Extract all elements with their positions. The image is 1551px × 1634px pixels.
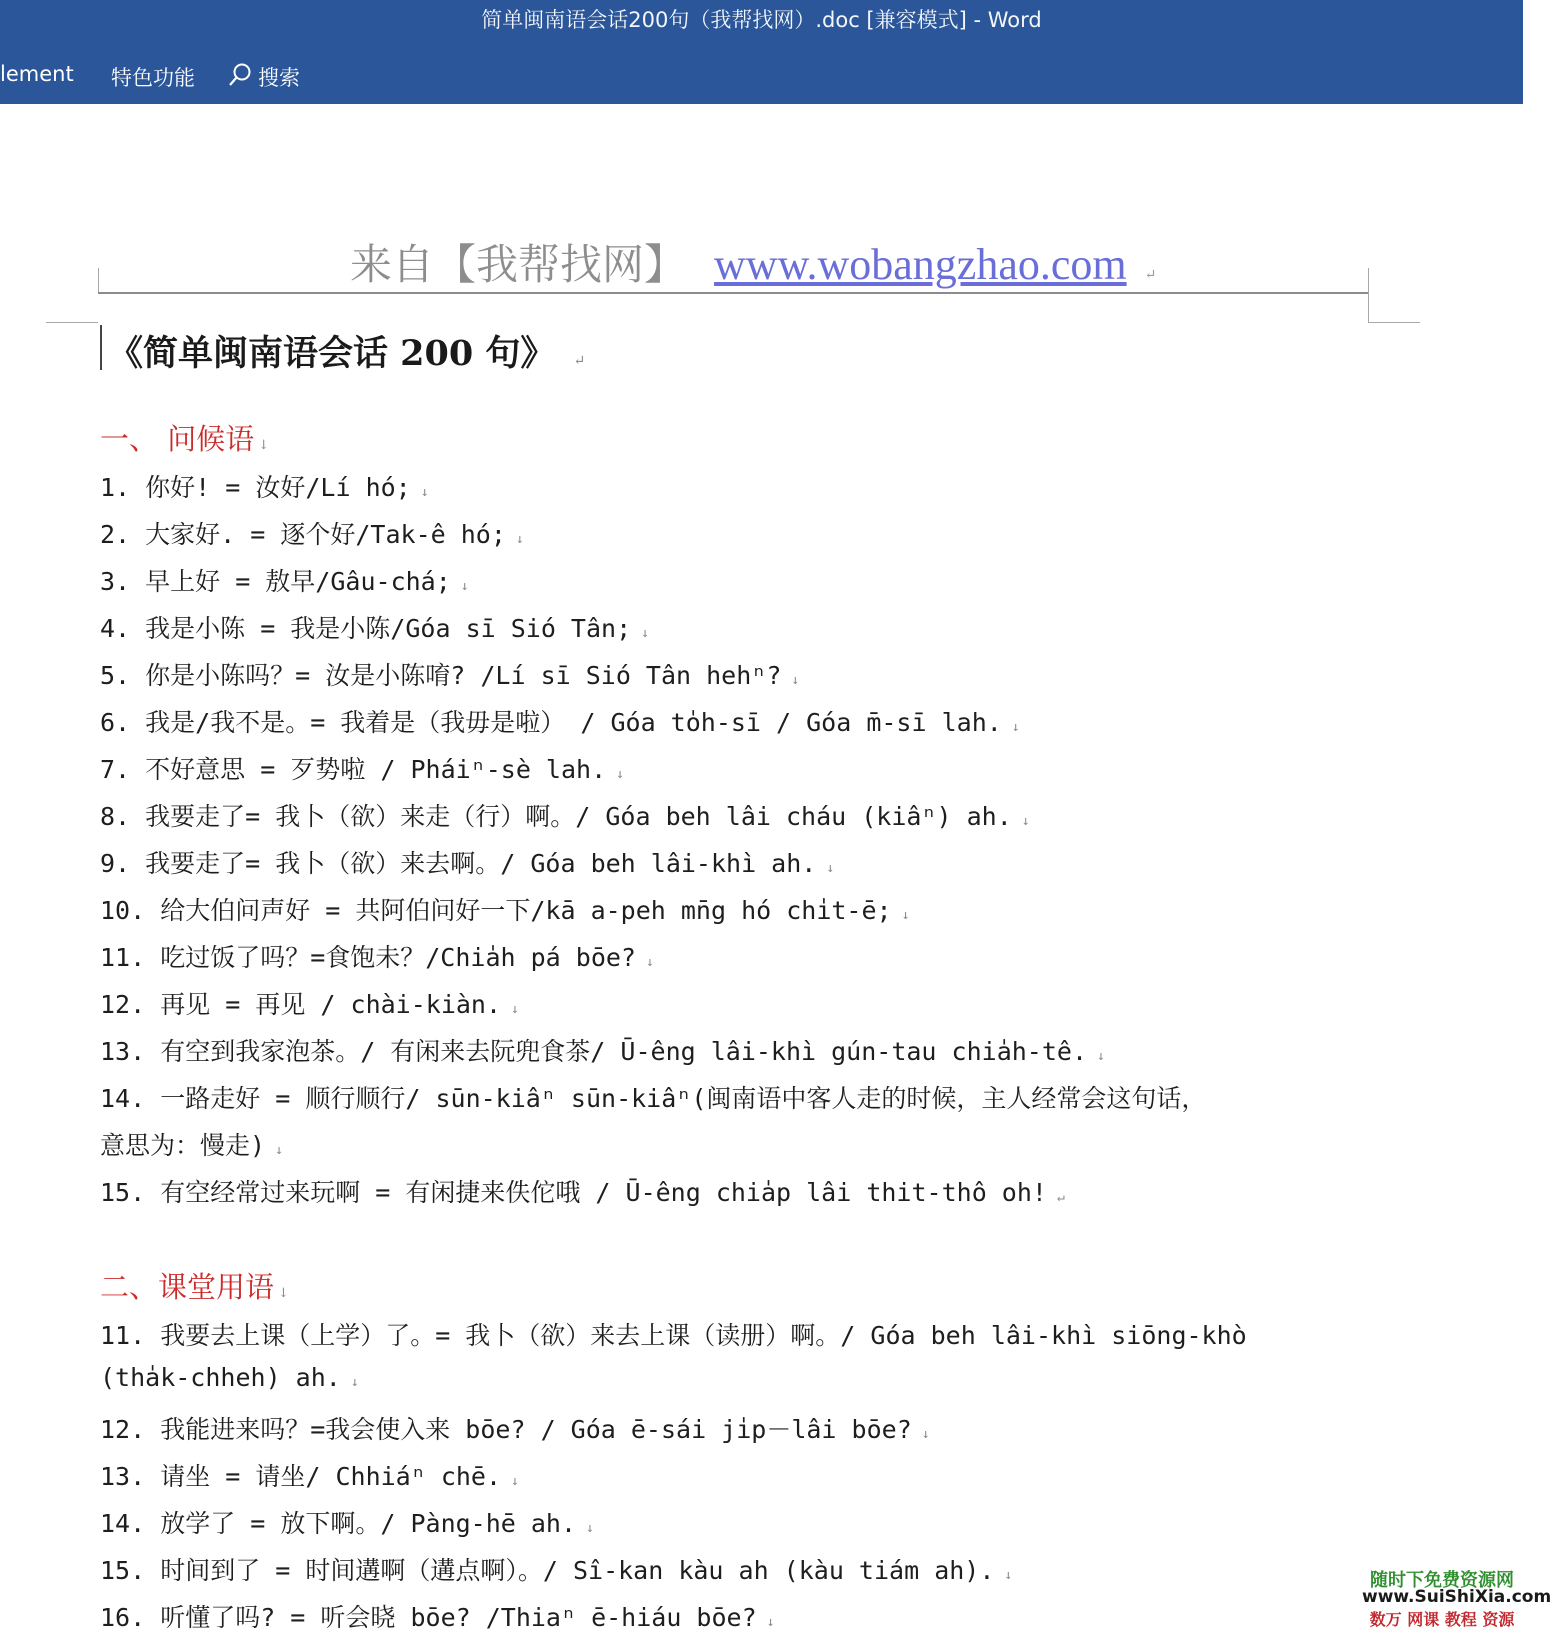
list-item: 1. 你好! = 汝好/Lí hó; ↓	[100, 473, 429, 502]
list-item: 6. 我是/我不是。= 我着是（我毋是啦） / Góa to̍h-sī / Góa m̄-sī lah. ↓	[100, 708, 1020, 737]
list-item: 5. 你是小陈吗？= 汝是小陈唷? /Lí sī Sió Tân hehⁿ? ↓	[100, 661, 800, 690]
list-item: 16. 听懂了吗? = 听会晓 bōe? /Thiaⁿ ē-hiáu bōe? ↓	[100, 1603, 775, 1632]
header-link[interactable]: www.wobangzhao.com	[714, 240, 1127, 289]
list-item: 13. 请坐 = 请坐/ Chhiáⁿ chē. ↓	[100, 1462, 519, 1491]
margin-mark	[98, 268, 99, 292]
list-item: 意思为：慢走) ↓	[100, 1131, 283, 1160]
list-item: 12. 我能进来吗？=我会使入来 bōe? / Góa ē-sái ji̍p－lâi bōe? ↓	[100, 1415, 930, 1444]
list-item: 14. 一路走好 = 顺行顺行/ sūn-kiâⁿ sūn-kiâⁿ(闽南语中客人走的时候，主人经常会这句话，	[100, 1084, 1207, 1113]
list-item: 11. 吃过饭了吗？=食饱未？/Chia̍h pá bōe? ↓	[100, 943, 654, 972]
list-item: 7. 不好意思 = 歹势啦 / Pháiⁿ-sè lah. ↓	[100, 755, 624, 784]
list-item: 9. 我要走了= 我卜（欲）来去啊。/ Góa beh lâi-khì ah. ↓	[100, 849, 835, 878]
watermark-line-2: www.SuiShiXia.com	[1362, 1587, 1551, 1607]
list-item: 12. 再见 = 再见 / chài-kiàn. ↓	[100, 990, 519, 1019]
window-title: 简单闽南语会话200句（我帮找网）.doc [兼容模式] - Word	[481, 8, 1042, 32]
list-item: 3. 早上好 = 敖早/Gâu-chá; ↓	[100, 567, 469, 596]
site-watermark	[1362, 1566, 1551, 1629]
list-item: 11. 我要去上课（上学）了。= 我卜（欲）来去上课（读册）啊。/ Góa beh lâi-khì siōng-khò	[100, 1321, 1247, 1350]
ribbon-search[interactable]	[228, 62, 300, 92]
paragraph-mark: ↵	[1144, 267, 1157, 283]
section-heading-classroom	[100, 1265, 289, 1306]
list-item: 14. 放学了 = 放下啊。/ Pàng-hē ah. ↓	[100, 1509, 594, 1538]
list-item: (tha̍k-chheh) ah. ↓	[100, 1363, 359, 1392]
line-mark: ↓	[278, 1286, 289, 1301]
watermark-line-3: 数万 网课 教程 资源	[1369, 1610, 1515, 1629]
list-item: 13. 有空到我家泡茶。/ 有闲来去阮兜食茶/ Ū-êng lâi-khì gún-tau chia̍h-tê. ↓	[100, 1037, 1105, 1066]
list-item: 10. 给大伯问声好 = 共阿伯问好一下/kā a-peh mn̄g hó chi̍t-ē; ↓	[100, 896, 910, 925]
search-label: 搜索	[258, 66, 300, 90]
page-header	[350, 232, 1156, 292]
word-title-bar	[0, 0, 1523, 104]
document-title-text: 《简单闽南语会话 200 句》	[108, 333, 556, 374]
margin-mark	[46, 322, 98, 323]
list-item: 4. 我是小陈 = 我是小陈/Góa sī Sió Tân; ↓	[100, 614, 649, 643]
ribbon-tab-special-features[interactable]: 特色功能	[111, 66, 195, 90]
watermark-line-1: 随时下免费资源网	[1370, 1570, 1514, 1591]
header-source-text: 来自【我帮找网】	[350, 240, 687, 289]
paragraph-mark: ↵	[573, 353, 586, 369]
header-rule	[98, 292, 1368, 294]
search-icon	[228, 62, 252, 92]
margin-mark	[1368, 268, 1369, 322]
section-heading-text: 一、 问候语	[100, 422, 255, 456]
list-item: 15. 有空经常过来玩啊 = 有闲捷来佚佗哦 / Ū-êng chia̍p lâi thit-thô oh! ↵	[100, 1178, 1065, 1207]
section-heading-text: 二、课堂用语	[100, 1270, 275, 1304]
line-mark: ↓	[258, 438, 270, 453]
list-item: 8. 我要走了= 我卜（欲）来走（行）啊。/ Góa beh lâi cháu (kiâⁿ) ah. ↓	[100, 802, 1030, 831]
text-cursor	[100, 325, 102, 370]
document-title	[108, 326, 585, 376]
list-item: 2. 大家好. = 逐个好/Tak-ê hó; ↓	[100, 520, 524, 549]
list-item: 15. 时间到了 = 时间遘啊（遘点啊）。/ Sî-kan kàu ah (kàu tiám ah). ↓	[100, 1556, 1013, 1585]
section-heading-greetings	[100, 417, 269, 458]
margin-mark	[1368, 322, 1420, 323]
ribbon-tab-supplement[interactable]: lement	[0, 62, 74, 86]
